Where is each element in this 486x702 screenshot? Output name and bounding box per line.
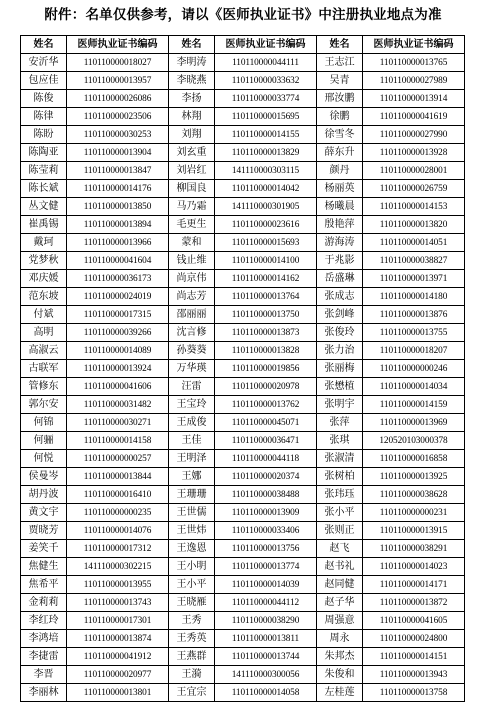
cell-code-1: 110110000017301 [67,612,169,630]
cell-code-1: 110110000030271 [67,414,169,432]
table-row [21,198,465,216]
cell-name-2: 孙葵葵 [169,342,215,360]
cell-name-3: 张俊玲 [317,324,363,342]
cell-name-2: 尚志芳 [169,288,215,306]
cell-name-1: 李红玲 [21,612,67,630]
table-row [21,108,465,126]
cell-code-2: 110110000033406 [215,522,317,540]
cell-code-3: 110110000014151 [363,648,465,666]
cell-name-1: 陈盼 [21,126,67,144]
cell-name-2: 李明涛 [169,54,215,72]
cell-name-2: 李扬 [169,90,215,108]
cell-code-3: 110110000018207 [363,342,465,360]
cell-name-3: 赵子华 [317,594,363,612]
table-row [21,252,465,270]
cell-name-1: 陈莹莉 [21,162,67,180]
cell-code-1: 110110000041606 [67,378,169,396]
cell-name-1: 胡丹波 [21,486,67,504]
cell-code-3: 110110000013971 [363,270,465,288]
cell-name-3: 张丽梅 [317,360,363,378]
cell-name-1: 李捷雷 [21,648,67,666]
cell-name-3: 杨丽英 [317,180,363,198]
cell-name-2: 王燕群 [169,648,215,666]
table-row [21,558,465,576]
cell-code-2: 110110000013909 [215,504,317,522]
cell-name-2: 王秀 [169,612,215,630]
cell-name-2: 汪雷 [169,378,215,396]
cell-code-1: 110110000031482 [67,396,169,414]
table-row [21,648,465,666]
cell-code-1: 110110000014089 [67,342,169,360]
table-row [21,414,465,432]
cell-name-1: 管修东 [21,378,67,396]
cell-name-3: 邢汝鹏 [317,90,363,108]
cell-name-2: 柳国良 [169,180,215,198]
table-row [21,540,465,558]
cell-name-3: 于兆影 [317,252,363,270]
cell-code-3: 110110000014171 [363,576,465,594]
cell-code-2: 110110000045071 [215,414,317,432]
cell-code-2: 110110000013750 [215,306,317,324]
cell-code-3: 110110000013872 [363,594,465,612]
cell-code-1: 110110000039266 [67,324,169,342]
cell-code-2: 141110000303115 [215,162,317,180]
cell-code-1: 141110000302215 [67,558,169,576]
cell-code-1: 110110000000235 [67,504,169,522]
cell-name-1: 焦健生 [21,558,67,576]
cell-code-3: 110110000038628 [363,486,465,504]
cell-code-2: 110110000013829 [215,144,317,162]
cell-name-3: 张琪 [317,432,363,450]
cell-code-2: 110110000044111 [215,54,317,72]
table-row [21,612,465,630]
cell-name-1: 付斌 [21,306,67,324]
cell-name-2: 马乃霜 [169,198,215,216]
cell-name-3: 张则正 [317,522,363,540]
header-name-1: 姓名 [21,36,67,54]
cell-code-3: 110110000013820 [363,216,465,234]
cell-code-2: 110110000014058 [215,684,317,702]
cell-name-3: 周永 [317,630,363,648]
table-row [21,288,465,306]
cell-code-3: 110110000013928 [363,144,465,162]
cell-name-1: 姜笑千 [21,540,67,558]
table-row [21,270,465,288]
cell-name-1: 丛文健 [21,198,67,216]
cell-code-1: 110110000023506 [67,108,169,126]
cell-code-3: 110110000013915 [363,522,465,540]
table-row [21,72,465,90]
cell-name-2: 刘岩红 [169,162,215,180]
cell-name-3: 张剑峰 [317,306,363,324]
table-row [21,684,465,702]
table-row [21,324,465,342]
table-body [21,54,465,702]
cell-code-3: 110110000000246 [363,360,465,378]
cell-code-3: 110110000013914 [363,90,465,108]
cell-name-2: 王晓雁 [169,594,215,612]
cell-code-2: 110110000013811 [215,630,317,648]
table-row [21,162,465,180]
cell-code-3: 110110000000231 [363,504,465,522]
header-name-2: 姓名 [169,36,215,54]
cell-code-1: 110110000013957 [67,72,169,90]
cell-name-3: 朱俊和 [317,666,363,684]
table-row [21,234,465,252]
cell-code-3: 110110000014023 [363,558,465,576]
cell-code-3: 110110000027990 [363,126,465,144]
table-row [21,594,465,612]
cell-code-2: 110110000014162 [215,270,317,288]
cell-code-2: 110110000014039 [215,576,317,594]
cell-name-3: 赵同健 [317,576,363,594]
cell-name-2: 李晓燕 [169,72,215,90]
cell-code-3: 110110000013925 [363,468,465,486]
cell-code-3: 110110000013876 [363,306,465,324]
cell-name-2: 蒙和 [169,234,215,252]
cell-code-1: 110110000013801 [67,684,169,702]
cell-code-1: 110110000041912 [67,648,169,666]
table-row [21,666,465,684]
cell-code-3: 110110000014180 [363,288,465,306]
cell-name-1: 陈长斌 [21,180,67,198]
physician-roster-table [20,35,465,702]
cell-code-1: 110110000020977 [67,666,169,684]
table-row [21,378,465,396]
cell-name-1: 李晋 [21,666,67,684]
table-row [21,90,465,108]
header-name-3: 姓名 [317,36,363,54]
cell-name-1: 何锦 [21,414,67,432]
cell-code-1: 110110000013850 [67,198,169,216]
cell-code-2: 110110000036471 [215,432,317,450]
cell-code-2: 110110000015693 [215,234,317,252]
table-row [21,504,465,522]
cell-code-3: 110110000016858 [363,450,465,468]
cell-code-2: 110110000015695 [215,108,317,126]
cell-code-2: 141110000301905 [215,198,317,216]
cell-name-1: 崔禹锡 [21,216,67,234]
header-code-2: 医师执业证书编码 [215,36,317,54]
cell-code-2: 110110000038290 [215,612,317,630]
cell-name-1: 党梦秋 [21,252,67,270]
cell-name-1: 李丽林 [21,684,67,702]
cell-code-1: 110110000013955 [67,576,169,594]
cell-name-1: 侯曼岑 [21,468,67,486]
cell-code-1: 110110000013894 [67,216,169,234]
cell-name-3: 颜丹 [317,162,363,180]
cell-name-3: 左桂莲 [317,684,363,702]
cell-code-2: 110110000014100 [215,252,317,270]
cell-code-3: 110110000028001 [363,162,465,180]
cell-name-1: 焦希平 [21,576,67,594]
cell-code-3: 110110000024800 [363,630,465,648]
cell-code-1: 110110000013847 [67,162,169,180]
cell-code-2: 110110000020978 [215,378,317,396]
cell-name-1: 郭尔安 [21,396,67,414]
cell-code-2: 110110000019856 [215,360,317,378]
cell-code-2: 110110000013744 [215,648,317,666]
cell-name-2: 邵丽丽 [169,306,215,324]
cell-name-2: 王佳 [169,432,215,450]
cell-code-1: 110110000013966 [67,234,169,252]
cell-code-1: 110110000014158 [67,432,169,450]
cell-code-1: 110110000013924 [67,360,169,378]
cell-code-3: 110110000013758 [363,684,465,702]
cell-code-3: 110110000014153 [363,198,465,216]
cell-name-2: 沈言修 [169,324,215,342]
cell-code-1: 110110000013743 [67,594,169,612]
cell-code-3: 110110000014034 [363,378,465,396]
cell-code-3: 110110000026759 [363,180,465,198]
cell-code-1: 110110000024019 [67,288,169,306]
table-row [21,306,465,324]
cell-name-3: 岳盛琳 [317,270,363,288]
cell-name-1: 黄文宇 [21,504,67,522]
cell-name-2: 王小明 [169,558,215,576]
cell-code-1: 110110000041604 [67,252,169,270]
cell-name-2: 钱止维 [169,252,215,270]
cell-code-3: 110110000014051 [363,234,465,252]
cell-code-2: 110110000013764 [215,288,317,306]
cell-name-1: 陈陶亚 [21,144,67,162]
cell-name-3: 赵书礼 [317,558,363,576]
cell-name-2: 王逸恩 [169,540,215,558]
cell-name-2: 王宜宗 [169,684,215,702]
table-row [21,396,465,414]
cell-name-1: 戴珂 [21,234,67,252]
cell-name-3: 游海涛 [317,234,363,252]
cell-name-1: 高明 [21,324,67,342]
cell-code-2: 110110000033774 [215,90,317,108]
cell-code-2: 110110000013756 [215,540,317,558]
cell-name-1: 何骊 [21,432,67,450]
cell-code-3: 110110000041619 [363,108,465,126]
cell-name-2: 王珊珊 [169,486,215,504]
cell-code-2: 110110000013828 [215,342,317,360]
cell-name-1: 安沂华 [21,54,67,72]
cell-code-3: 110110000041605 [363,612,465,630]
cell-name-2: 王秀英 [169,630,215,648]
cell-code-1: 110110000013874 [67,630,169,648]
cell-code-1: 110110000016410 [67,486,169,504]
cell-code-1: 110110000017312 [67,540,169,558]
cell-code-2: 110110000014155 [215,126,317,144]
cell-name-1: 陈俊 [21,90,67,108]
cell-code-3: 110110000038291 [363,540,465,558]
cell-name-2: 刘翔 [169,126,215,144]
cell-name-2: 王世儒 [169,504,215,522]
cell-code-1: 110110000014076 [67,522,169,540]
cell-code-3: 110110000013943 [363,666,465,684]
cell-code-2: 141110000300056 [215,666,317,684]
cell-name-3: 徐鹏 [317,108,363,126]
cell-name-3: 张力治 [317,342,363,360]
cell-code-1: 110110000018027 [67,54,169,72]
table-row [21,450,465,468]
cell-name-1: 包应佳 [21,72,67,90]
table-row [21,432,465,450]
cell-code-3: 120520103000378 [363,432,465,450]
cell-name-1: 何悦 [21,450,67,468]
cell-code-1: 110110000036173 [67,270,169,288]
table-row [21,576,465,594]
cell-code-2: 110110000013774 [215,558,317,576]
cell-name-2: 刘玄重 [169,144,215,162]
cell-code-3: 110110000038827 [363,252,465,270]
cell-name-2: 王明泽 [169,450,215,468]
cell-code-2: 110110000020374 [215,468,317,486]
cell-name-2: 林翔 [169,108,215,126]
table-row [21,342,465,360]
cell-code-2: 110110000038488 [215,486,317,504]
cell-name-2: 王成俊 [169,414,215,432]
cell-name-2: 毛更生 [169,216,215,234]
cell-code-3: 110110000027989 [363,72,465,90]
cell-code-1: 110110000014176 [67,180,169,198]
cell-code-2: 110110000033632 [215,72,317,90]
cell-name-2: 王漪 [169,666,215,684]
cell-code-2: 110110000044112 [215,594,317,612]
cell-name-1: 范东坡 [21,288,67,306]
table-row [21,216,465,234]
cell-code-2: 110110000013762 [215,396,317,414]
cell-name-1: 邓庆媛 [21,270,67,288]
cell-name-2: 王娜 [169,468,215,486]
table-row [21,468,465,486]
cell-name-3: 吴青 [317,72,363,90]
table-row [21,54,465,72]
table-header-row [21,36,465,54]
cell-name-3: 张懋植 [317,378,363,396]
cell-name-2: 王世炜 [169,522,215,540]
cell-code-1: 110110000030253 [67,126,169,144]
header-code-1: 医师执业证书编码 [67,36,169,54]
cell-name-3: 徐雪冬 [317,126,363,144]
cell-name-3: 王志江 [317,54,363,72]
cell-code-1: 110110000013844 [67,468,169,486]
cell-name-3: 殷艳萍 [317,216,363,234]
table-row [21,360,465,378]
cell-name-3: 朱邦杰 [317,648,363,666]
cell-code-1: 110110000013904 [67,144,169,162]
cell-name-2: 王小平 [169,576,215,594]
cell-name-3: 张成志 [317,288,363,306]
table-row [21,630,465,648]
header-code-3: 医师执业证书编码 [363,36,465,54]
table-row [21,486,465,504]
cell-code-3: 110110000013969 [363,414,465,432]
page-title: 附件：名单仅供参考，请以《医师执业证书》中注册执业地点为准 [44,7,442,23]
cell-code-1: 110110000017315 [67,306,169,324]
cell-name-1: 贾晓芳 [21,522,67,540]
cell-code-1: 110110000026086 [67,90,169,108]
cell-name-3: 张淑清 [317,450,363,468]
cell-name-2: 尚京伟 [169,270,215,288]
table-row [21,126,465,144]
cell-code-2: 110110000014042 [215,180,317,198]
cell-name-3: 张玮珏 [317,486,363,504]
table-row [21,522,465,540]
cell-code-2: 110110000013873 [215,324,317,342]
cell-name-1: 李鸿培 [21,630,67,648]
cell-name-1: 金莉莉 [21,594,67,612]
cell-code-2: 110110000023616 [215,216,317,234]
cell-name-3: 周强意 [317,612,363,630]
cell-code-3: 110110000014159 [363,396,465,414]
cell-name-3: 赵飞 [317,540,363,558]
cell-name-1: 高淑云 [21,342,67,360]
table-row [21,144,465,162]
cell-code-3: 110110000013765 [363,54,465,72]
cell-name-1: 古联军 [21,360,67,378]
cell-name-2: 万华瑛 [169,360,215,378]
cell-name-1: 陈律 [21,108,67,126]
cell-name-2: 王宝玲 [169,396,215,414]
cell-name-3: 张明宇 [317,396,363,414]
cell-name-3: 薛东升 [317,144,363,162]
cell-code-2: 110110000044118 [215,450,317,468]
cell-code-1: 110110000000257 [67,450,169,468]
cell-name-3: 张树柏 [317,468,363,486]
cell-name-3: 杨曦晨 [317,198,363,216]
cell-name-3: 张小平 [317,504,363,522]
table-row [21,180,465,198]
cell-name-3: 张萍 [317,414,363,432]
cell-code-3: 110110000013755 [363,324,465,342]
